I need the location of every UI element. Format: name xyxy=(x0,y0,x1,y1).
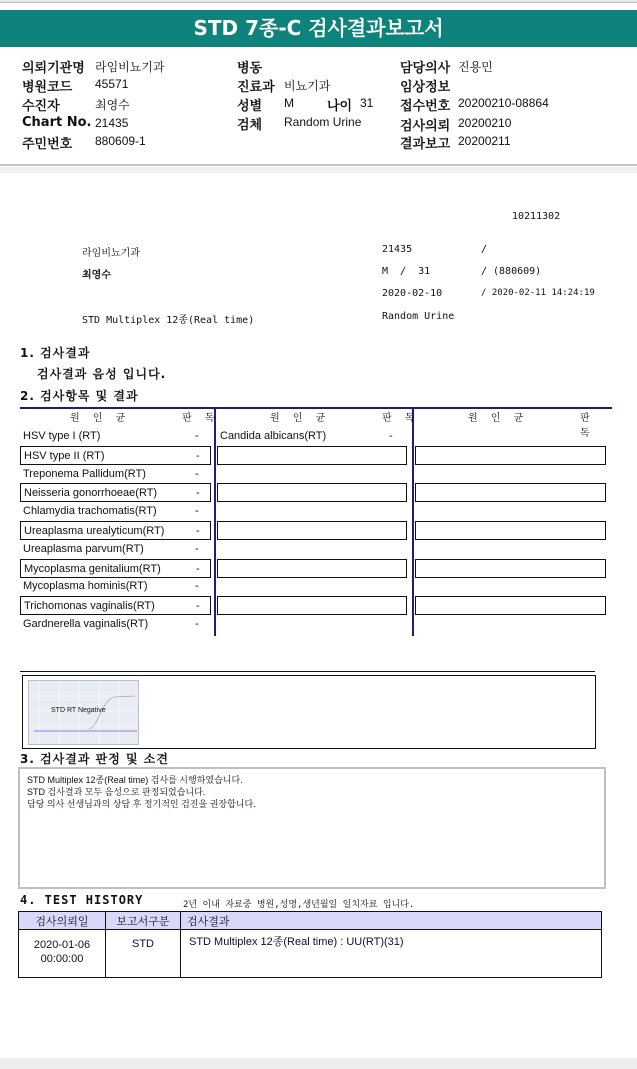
result-value: - xyxy=(195,542,199,555)
organism-name: Candida albicans(RT) xyxy=(220,430,327,442)
info-value: 20200210 xyxy=(458,116,512,130)
history-table xyxy=(18,911,602,978)
result-value: - xyxy=(196,562,200,575)
empty-cell xyxy=(217,483,407,502)
empty-cell xyxy=(415,427,606,446)
result-value: - xyxy=(196,449,200,462)
info-label: Chart No. xyxy=(22,115,92,130)
result-value: - xyxy=(389,430,393,442)
table-row xyxy=(20,577,211,596)
info-value: 라임비뇨기과 xyxy=(95,60,165,74)
empty-cell xyxy=(217,577,407,596)
separator xyxy=(0,167,637,173)
empty-cell xyxy=(415,446,606,465)
organism-name: Mycoplasma hominis(RT) xyxy=(23,580,148,593)
info-value: M xyxy=(284,96,294,110)
result-value: - xyxy=(196,600,200,613)
section1-title: 1. 검사결과 xyxy=(20,346,91,360)
empty-cell xyxy=(415,540,606,559)
top-border xyxy=(0,0,637,3)
empty-cell xyxy=(217,446,407,465)
opinion-box xyxy=(18,767,606,889)
info-value: 21435 xyxy=(95,116,129,130)
info-value: 45571 xyxy=(95,77,129,91)
history-note: 2년 이내 자료중 병원,성명,생년월일 일치자료 입니다. xyxy=(183,900,415,910)
opinion-line: STD Multiplex 12종(Real time) 검사를 시행하였습니다. xyxy=(27,775,243,785)
info-block xyxy=(0,48,637,166)
divider-line xyxy=(20,671,595,672)
report-chart: 21435 xyxy=(382,244,413,255)
table-row xyxy=(20,540,211,559)
table-row xyxy=(20,502,211,521)
chart-image-box xyxy=(22,675,596,749)
report-birth: / (880609) xyxy=(481,266,542,277)
organism-name: Neisseria gonorrhoeae(RT) xyxy=(24,487,158,500)
report-sex-age: M / 31 xyxy=(382,266,431,277)
organism-name: Treponema Pallidum(RT) xyxy=(23,467,146,480)
organism-name: Trichomonas vaginalis(RT) xyxy=(24,600,155,613)
result-value: - xyxy=(195,505,199,518)
info-label: 병동 xyxy=(237,61,263,76)
organism-name: Gardnerella vaginalis(RT) xyxy=(23,618,149,630)
history-result: STD Multiplex 12종(Real time) : UU(RT)(31) xyxy=(181,930,602,978)
header-result: 판 독 xyxy=(580,413,595,439)
empty-cell xyxy=(217,559,407,578)
empty-cell xyxy=(217,521,407,540)
organism-name: Ureaplasma urealyticum(RT) xyxy=(24,525,165,537)
info-value: 20200210-08864 xyxy=(458,96,549,110)
info-label: 성별 xyxy=(237,99,263,114)
info-label: 주민번호 xyxy=(22,137,73,152)
result-value: - xyxy=(196,525,200,537)
result-value: - xyxy=(195,580,199,593)
empty-cell xyxy=(415,521,606,540)
history-header-type: 보고서구분 xyxy=(106,912,181,930)
header-result: 판 독 xyxy=(382,413,420,424)
report-code: 10211302 xyxy=(512,211,561,222)
report-test: STD Multiplex 12종(Real time) xyxy=(82,315,255,326)
table-row xyxy=(20,427,211,446)
info-label: 나이 xyxy=(327,99,353,114)
chart-label: STD RT Negative xyxy=(51,707,106,714)
empty-cell xyxy=(217,615,407,634)
info-label: 진료과 xyxy=(237,80,275,95)
organism-name: Chlamydia trachomatis(RT) xyxy=(23,505,157,518)
info-value: 880609-1 xyxy=(95,134,146,148)
empty-cell xyxy=(217,540,407,559)
section3-title: 3. 검사결과 판정 및 소견 xyxy=(20,752,169,766)
organism-name: Ureaplasma parvum(RT) xyxy=(23,542,144,555)
empty-cell xyxy=(415,596,606,615)
organism-name: Mycoplasma genitalium(RT) xyxy=(24,562,161,575)
table-row xyxy=(20,615,211,634)
header-organism: 원 인 균 xyxy=(468,413,529,424)
bottom-strip xyxy=(0,1058,637,1069)
info-value: 20200211 xyxy=(458,134,511,148)
result-value: - xyxy=(195,430,199,442)
empty-cell xyxy=(415,615,606,634)
info-label: 담당의사 xyxy=(400,61,451,76)
report-patient: 최영수 xyxy=(82,270,111,281)
column-divider xyxy=(412,407,414,636)
opinion-line: STD 검사결과 모두 음성으로 판정되었습니다. xyxy=(27,787,206,797)
table-row xyxy=(20,465,211,484)
info-label: 의뢰기관명 xyxy=(22,61,85,76)
info-label: 수진자 xyxy=(22,99,60,114)
empty-cell xyxy=(415,502,606,521)
table-row xyxy=(20,483,211,502)
empty-cell xyxy=(217,465,407,484)
info-label: 병원코드 xyxy=(22,80,73,95)
empty-cell xyxy=(415,577,606,596)
section4-title: 4. TEST HISTORY xyxy=(20,893,144,907)
info-value: 31 xyxy=(360,96,374,110)
empty-cell xyxy=(415,559,606,578)
organism-name: HSV type II (RT) xyxy=(24,449,105,462)
table-row xyxy=(217,427,407,446)
info-label: 검체 xyxy=(237,118,263,133)
header-organism: 원 인 균 xyxy=(270,413,331,424)
report-title: STD 7종-C 검사결과보고서 xyxy=(0,10,637,47)
table-row xyxy=(20,559,211,578)
history-date: 2020-01-06 xyxy=(33,939,91,951)
info-value: 진용민 xyxy=(458,60,493,74)
report-specimen: Random Urine xyxy=(382,311,455,322)
empty-cell xyxy=(415,465,606,484)
result-value: - xyxy=(196,487,200,500)
info-label: 접수번호 xyxy=(400,99,451,114)
empty-cell xyxy=(217,596,407,615)
history-header-date: 검사의뢰일 xyxy=(19,912,106,930)
amplification-chart-thumbnail xyxy=(28,680,139,745)
result-table xyxy=(20,407,612,637)
header-result: 판 독 xyxy=(182,413,220,424)
table-row xyxy=(20,596,211,615)
info-value: 최영수 xyxy=(95,98,130,112)
result-value: - xyxy=(195,618,199,630)
history-header-result: 검사결과 xyxy=(181,912,602,930)
info-value: 비뇨기과 xyxy=(284,79,331,93)
organism-name: HSV type I (RT) xyxy=(23,430,101,442)
info-value: Random Urine xyxy=(284,115,362,129)
report-hospital: 라임비뇨기과 xyxy=(82,248,140,259)
history-time: 00:00:00 xyxy=(40,953,84,965)
result-value: - xyxy=(195,467,199,480)
empty-cell xyxy=(415,483,606,502)
table-row xyxy=(20,446,211,465)
table-row xyxy=(20,521,211,540)
history-type: STD xyxy=(106,930,181,978)
section2-title: 2. 검사항목 및 결과 xyxy=(20,389,139,403)
opinion-line: 담당 의사 선생님과의 상담 후 정기적인 검진을 권장합니다. xyxy=(27,799,256,809)
header-organism: 원 인 균 xyxy=(70,413,131,424)
section1-text: 검사결과 음성 입니다. xyxy=(37,367,167,381)
info-label: 결과보고 xyxy=(400,137,451,152)
empty-cell xyxy=(217,502,407,521)
report-slash: / xyxy=(481,244,488,255)
info-label: 검사의뢰 xyxy=(400,119,451,134)
report-date-report: / 2020-02-11 14:24:19 xyxy=(481,288,595,298)
history-row xyxy=(19,930,602,978)
column-divider xyxy=(214,407,216,636)
report-date-request: 2020-02-10 xyxy=(382,288,443,299)
info-label: 임상정보 xyxy=(400,80,451,95)
